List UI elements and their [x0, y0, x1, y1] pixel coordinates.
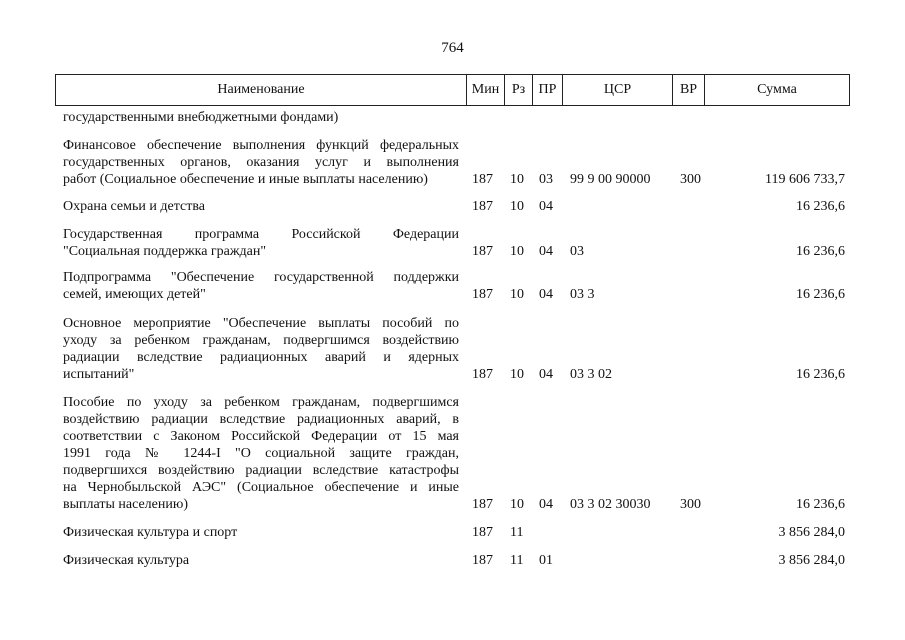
header-csr: ЦСР	[563, 75, 673, 105]
header-rz: Рз	[505, 75, 533, 105]
cell-rz: 11	[510, 525, 524, 540]
cell-min: 187	[472, 287, 493, 302]
cell-sum: 3 856 284,0	[778, 525, 845, 540]
row-name	[63, 269, 459, 303]
cell-rz: 10	[510, 244, 524, 259]
header-sum: Сумма	[757, 82, 797, 97]
cell-min: 187	[472, 199, 493, 214]
row-name-line: выплаты населению)	[63, 497, 188, 512]
cell-csr: 03 3	[570, 287, 595, 302]
row-name-line: на Чернобыльской АЭС" (Социальное обеспечение и иные	[63, 480, 459, 495]
cell-rz: 10	[510, 367, 524, 382]
cell-pr: 04	[539, 367, 553, 382]
row-name-line: Финансовое обеспечение выполнения функций федеральных	[63, 138, 459, 153]
row-name-line: работ (Социальное обеспечение и иные выплаты населению)	[63, 172, 428, 187]
header-pr: ПР	[533, 75, 563, 105]
row-name	[63, 315, 459, 383]
row-name-line: Государственная программа Российской Федерации	[63, 227, 459, 242]
row-name	[63, 137, 459, 188]
row-name-line: воздействию радиации вследствие радиационных аварий, в	[63, 412, 459, 427]
row-name-line: уходу за ребенком гражданам, подвергшимся воздействию	[63, 333, 459, 348]
header-min: Мин	[467, 75, 505, 105]
cell-pr: 04	[539, 199, 553, 214]
row-name	[63, 198, 459, 215]
row-name	[63, 552, 459, 569]
row-name	[63, 109, 459, 126]
row-name-line: радиации вследствие радиационных аварий и ядерных	[63, 350, 459, 365]
cell-sum: 119 606 733,7	[765, 172, 845, 187]
row-name	[63, 394, 459, 513]
cell-sum: 3 856 284,0	[778, 553, 845, 568]
cell-rz: 10	[510, 172, 524, 187]
cell-sum: 16 236,6	[796, 287, 845, 302]
cell-rz: 10	[510, 497, 524, 512]
table-header	[55, 74, 850, 106]
cell-vr: 300	[680, 172, 701, 187]
row-name	[63, 524, 459, 541]
cell-sum: 16 236,6	[796, 367, 845, 382]
row-name	[63, 226, 459, 260]
row-name-line: Основное мероприятие "Обеспечение выплаты пособий по	[63, 316, 459, 331]
cell-min: 187	[472, 244, 493, 259]
row-name-line: семей, имеющих детей"	[63, 287, 206, 302]
row-name-line: испытаний"	[63, 367, 135, 382]
row-name-line: Физическая культура	[63, 553, 190, 568]
cell-pr: 04	[539, 497, 553, 512]
cell-rz: 10	[510, 199, 524, 214]
cell-min: 187	[472, 367, 493, 382]
cell-pr: 03	[539, 172, 553, 187]
row-name-line: подвергшихся воздействию радиации вследствие катастрофы	[63, 463, 459, 478]
row-name-line: государственными внебюджетными фондами)	[63, 110, 339, 125]
cell-sum: 16 236,6	[796, 244, 845, 259]
row-name-line: государственных органов, оказания услуг и выполнения	[63, 155, 459, 170]
cell-min: 187	[472, 172, 493, 187]
header-vr: ВР	[673, 75, 705, 105]
cell-rz: 11	[510, 553, 524, 568]
cell-csr: 03 3 02 30030	[570, 497, 651, 512]
row-name-line: Физическая культура и спорт	[63, 525, 238, 540]
row-name-line: Пособие по уходу за ребенком гражданам, подвергшимся	[63, 395, 459, 410]
cell-csr: 03 3 02	[570, 367, 612, 382]
row-name-line: "Социальная поддержка граждан"	[63, 244, 267, 259]
page-number: 764	[441, 40, 464, 56]
cell-csr: 03	[570, 244, 584, 259]
cell-rz: 10	[510, 287, 524, 302]
cell-min: 187	[472, 525, 493, 540]
row-name-line: 1991 года № 1244-I "О социальной защите граждан,	[63, 446, 459, 461]
cell-pr: 04	[539, 244, 553, 259]
cell-min: 187	[472, 553, 493, 568]
cell-csr: 99 9 00 90000	[570, 172, 651, 187]
cell-vr: 300	[680, 497, 701, 512]
cell-min: 187	[472, 497, 493, 512]
cell-pr: 04	[539, 287, 553, 302]
row-name-line: соответствии с Законом Российской Федерации от 15 мая	[63, 429, 459, 444]
row-name-line: Подпрограмма "Обеспечение государственной поддержки	[63, 270, 459, 285]
header-name: Наименование	[56, 75, 467, 105]
row-name-line: Охрана семьи и детства	[63, 199, 205, 214]
cell-pr: 01	[539, 553, 553, 568]
cell-sum: 16 236,6	[796, 497, 845, 512]
cell-sum: 16 236,6	[796, 199, 845, 214]
